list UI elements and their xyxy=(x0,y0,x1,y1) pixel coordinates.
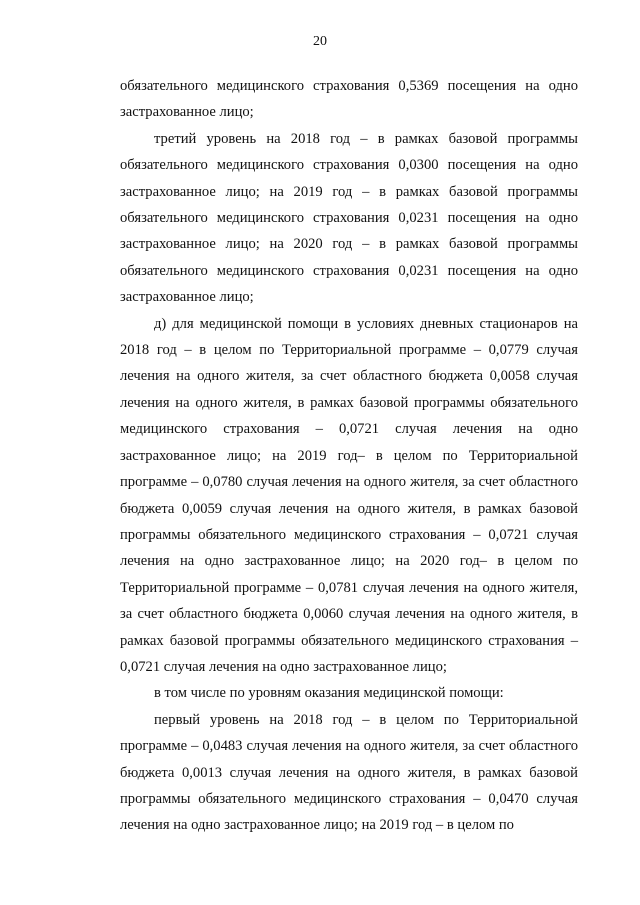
paragraph: д) для медицинской помощи в условиях дневных стационаров на 2018 год – в целом по Территориальной программе – 0,0779 случая лечения на одного жителя, за счет областного бюджета 0,0058 случая лечения на одного жителя, в рамках базовой программы обязательного медицинского страхования – 0,0721 случая лечения на одно застрахованное лицо; на 2019 год– в целом по Территориальной программе – 0,0780 случая лечения на одного жителя, за счет областного бюджета 0,0059 случая лечения на одного жителя, в рамках базовой программы обязательного медицинского страхования – 0,0721 случая лечения на одно застрахованное лицо; на 2020 год– в целом по Территориальной программе – 0,0781 случая лечения на одного жителя, за счет областного бюджета 0,0060 случая лечения на одного жителя, в рамках базовой программы обязательного медицинского страхования – 0,0721 случая лечения на одно застрахованное лицо; xyxy=(120,315,578,675)
page-number: 20 xyxy=(313,34,327,49)
paragraph: обязательного медицинского страхования 0,5369 посещения на одно застрахованное лицо; xyxy=(120,78,578,121)
paragraph: первый уровень на 2018 год – в целом по Территориальной программе – 0,0483 случая лечения на одного жителя, за счет областного бюджета 0,0013 случая лечения на одного жителя, в рамках базовой программы обязательного медицинского страхования – 0,0470 случая лечения на одно застрахованное лицо; на 2019 год – в целом по xyxy=(120,711,578,834)
paragraph: в том числе по уровням оказания медицинской помощи: xyxy=(154,685,504,702)
document-body xyxy=(120,73,578,839)
paragraph: третий уровень на 2018 год – в рамках базовой программы обязательного медицинского страхования 0,0300 посещения на одно застрахованное лицо; на 2019 год – в рамках базовой программы обязательного медицинского страхования 0,0231 посещения на одно застрахованное лицо; на 2020 год – в рамках базовой программы обязательного медицинского страхования 0,0231 посещения на одно застрахованное лицо; xyxy=(120,130,578,306)
